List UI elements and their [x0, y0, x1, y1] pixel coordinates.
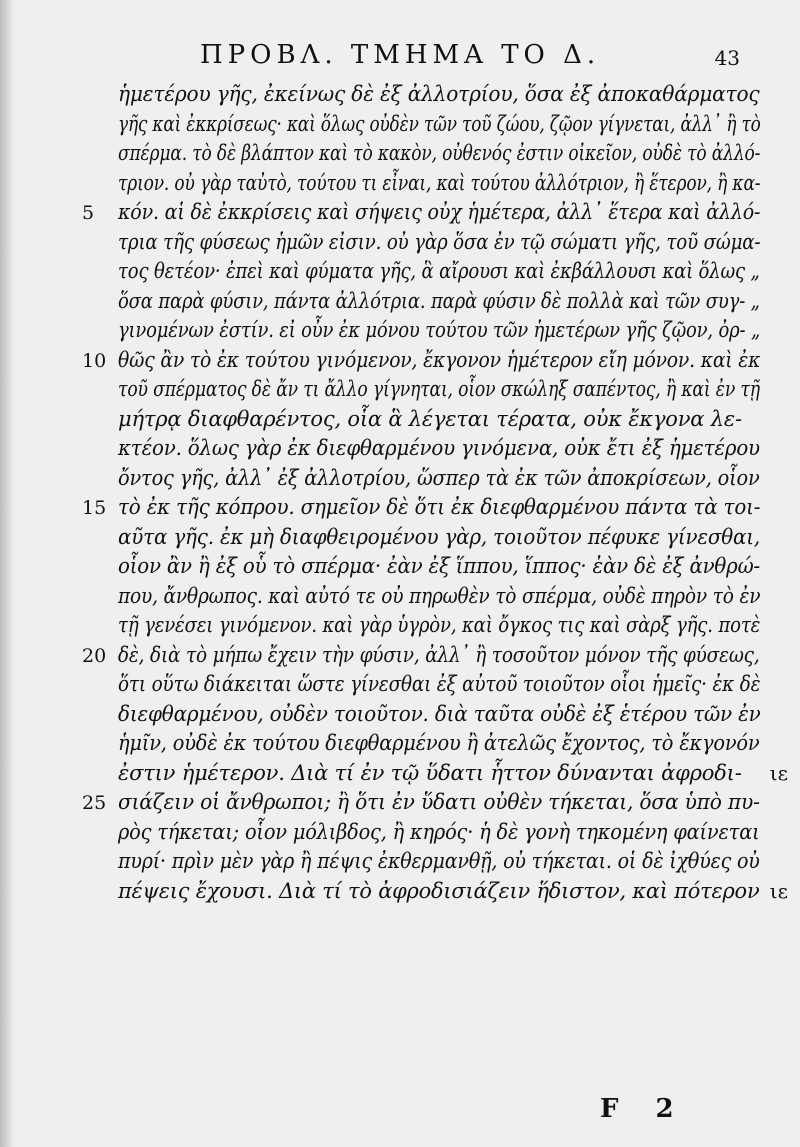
text-line: [0, 259, 800, 289]
line-text: ἡμῖν, οὐδὲ ἐκ τούτου διεφθαρμένου ἢ ἀτελῶς ἔχοντος, τὸ ἔκγονόν: [118, 731, 760, 755]
line-text: γῆς καὶ ἐκκρίσεως· καὶ ὅλως οὐδὲν τῶν τοῦ ζώου, ζῷον γίγνεται, ἀλλ᾽ ἢ τὸ: [118, 111, 761, 136]
main-text: [0, 82, 800, 908]
line-text: οἷον ἂν ἢ ἐξ οὗ τὸ σπέρμα· ἐὰν ἐξ ἵππου, ἵππος· ἐὰν δὲ ἐξ ἀνθρώ-: [118, 554, 760, 578]
line-text: σπέρμα. τὸ δὲ βλάπτον καὶ τὸ κακὸν, οὐθενός ἐστιν οἰκεῖον, οὐδὲ τὸ ἀλλό-: [118, 141, 761, 165]
line-text: ἡμετέρου γῆς, ἐκείνως δὲ ἐξ ἀλλοτρίου, ὅσα ἐξ ἀποκαθάρματος: [118, 82, 760, 106]
margin-marker: ιε: [769, 878, 788, 903]
line-text: τὸ ἐκ τῆς κόπρου. σημεῖον δὲ ὅτι ἐκ διεφθαρμένου πάντα τὰ τοι-: [118, 495, 761, 519]
line-text: σιάζειν οἱ ἄνθρωποι; ἢ ὅτι ἐν ὕδατι οὐθὲν τήκεται, ὅσα ὑπὸ πυ-: [118, 790, 760, 814]
line-text: ρὸς τήκεται; οἷον μόλιβδος, ἢ κηρός· ἡ δὲ γονὴ τηκομένη φαίνεται: [118, 819, 760, 844]
line-text: ὅτι οὕτω διάκειται ὥστε γίνεσθαι ἐξ αὐτοῦ τοιοῦτον οἷοι ἡμεῖς· ἐκ δὲ: [118, 672, 761, 696]
text-line: [0, 584, 800, 614]
page-header: [180, 40, 740, 80]
text-line: [0, 525, 800, 555]
text-line: [0, 141, 800, 171]
line-text: τοῦ σπέρματος δὲ ἄν τι ἄλλο γίγνηται, οἷον σκώληξ σαπέντος, ἢ καὶ ἐν τῇ: [118, 377, 760, 401]
text-line: [0, 289, 800, 319]
line-text: μήτρᾳ διαφθαρέντος, οἷα ἃ λέγεται τέρατα, οὐκ ἔκγονα λε-: [118, 406, 742, 431]
line-number: 5: [82, 202, 95, 224]
line-text: ἐστιν ἡμέτερον. Διὰ τί ἐν τῷ ὕδατι ἧττον δύνανται ἀφροδι-: [118, 760, 742, 785]
line-text: κόν. αἱ δὲ ἐκκρίσεις καὶ σήψεις οὐχ ἡμέτερα, ἀλλ᾽ ἕτερα καὶ ἀλλό-: [118, 200, 761, 224]
line-text: θῶς ἂν τὸ ἐκ τούτου γινόμενον, ἔκγονον ἡμέτερον εἴη μόνον. καὶ ἐκ: [118, 347, 761, 372]
text-line: [0, 466, 800, 496]
text-line: [0, 230, 800, 260]
line-text: διεφθαρμένου, οὐδὲν τοιοῦτον. διὰ ταῦτα οὐδὲ ἐξ ἑτέρου τῶν ἐν: [118, 701, 761, 726]
text-line: [0, 731, 800, 761]
line-text: δὲ, διὰ τὸ μήπω ἔχειν τὴν φύσιν, ἀλλ᾽ ἢ τοσοῦτον μόνον τῆς φύσεως,: [118, 642, 760, 667]
line-number: 20: [82, 644, 107, 667]
line-text: πυρί· πρὶν μὲν γὰρ ἢ πέψις ἐκθερμανθῇ, οὐ τήκεται. οἱ δὲ ἰχθύες οὐ: [118, 849, 760, 873]
text-line: [0, 879, 800, 909]
line-text: ὅσα παρὰ φύσιν, πάντα ἀλλότρια. παρὰ φύσιν δὲ πολλὰ καὶ τῶν συγ- „: [118, 288, 760, 313]
text-line: [0, 407, 800, 437]
text-line: [0, 112, 800, 142]
text-line: [0, 761, 800, 791]
text-line: [0, 495, 800, 525]
text-line: [0, 318, 800, 348]
line-text: τῇ γενέσει γινόμενον. καὶ γὰρ ὑγρὸν, καὶ ὄγκος τις καὶ σὰρξ γῆς. ποτὲ: [118, 613, 761, 637]
line-text: τος θετέον· ἐπεὶ καὶ φύματα γῆς, ἃ αἴρουσι καὶ ἐκβάλλουσι καὶ ὅλως „: [118, 259, 760, 283]
line-text: ὄντος γῆς, ἀλλ᾽ ἐξ ἀλλοτρίου, ὥσπερ τὰ ἐκ τῶν ἀποκρίσεων, οἷον: [118, 465, 760, 490]
line-text: τρια τῆς φύσεως ἡμῶν εἰσιν. οὐ γὰρ ὅσα ἐν τῷ σώματι γῆς, τοῦ σώμα-: [118, 229, 761, 254]
line-text: γινομένων ἐστίν. εἰ οὖν ἐκ μόνου τούτου τῶν ἡμετέρων γῆς ζῷον, ὀρ- „: [118, 318, 761, 342]
line-number: 15: [82, 497, 107, 519]
text-line: [0, 377, 800, 407]
page-number: 43: [714, 46, 740, 70]
line-text: τριον. οὐ γὰρ ταὐτὸ, τούτου τι εἶναι, καὶ τούτου ἀλλότριον, ἢ ἕτερον, ἢ κα-: [118, 170, 761, 195]
signature-mark: F 2: [600, 1094, 688, 1124]
text-line: [0, 820, 800, 850]
line-text: αῦτα γῆς. ἐκ μὴ διαφθειρομένου γὰρ, τοιοῦτον πέφυκε γίνεσθαι,: [118, 524, 761, 549]
line-text: που, ἄνθρωπος. καὶ αὐτό τε οὐ πηρωθὲν τὸ σπέρμα, οὐδὲ πηρὸν τὸ ἐν: [118, 583, 761, 608]
text-line: [0, 171, 800, 201]
text-line: [0, 613, 800, 643]
text-line: [0, 348, 800, 378]
text-line: [0, 554, 800, 584]
text-line: [0, 790, 800, 820]
text-line: [0, 849, 800, 879]
line-text: κτέον. ὅλως γὰρ ἐκ διεφθαρμένου γινόμενα, οὐκ ἔτι ἐξ ἡμετέρου: [118, 436, 760, 460]
text-line: [0, 702, 800, 732]
line-number: 10: [82, 349, 107, 372]
running-head: ΠΡΟΒΛ. ΤΜΗΜΑ ΤΟ Δ.: [200, 40, 601, 70]
text-line: [0, 82, 800, 112]
line-text: πέψεις ἔχουσι. Διὰ τί τὸ ἀφροδισιάζειν ἥδιστον, καὶ πότερον: [118, 878, 760, 903]
line-number: 25: [82, 792, 107, 814]
text-line: [0, 436, 800, 466]
text-line: [0, 643, 800, 673]
text-line: [0, 672, 800, 702]
text-line: [0, 200, 800, 230]
margin-marker: ιε: [769, 760, 788, 785]
